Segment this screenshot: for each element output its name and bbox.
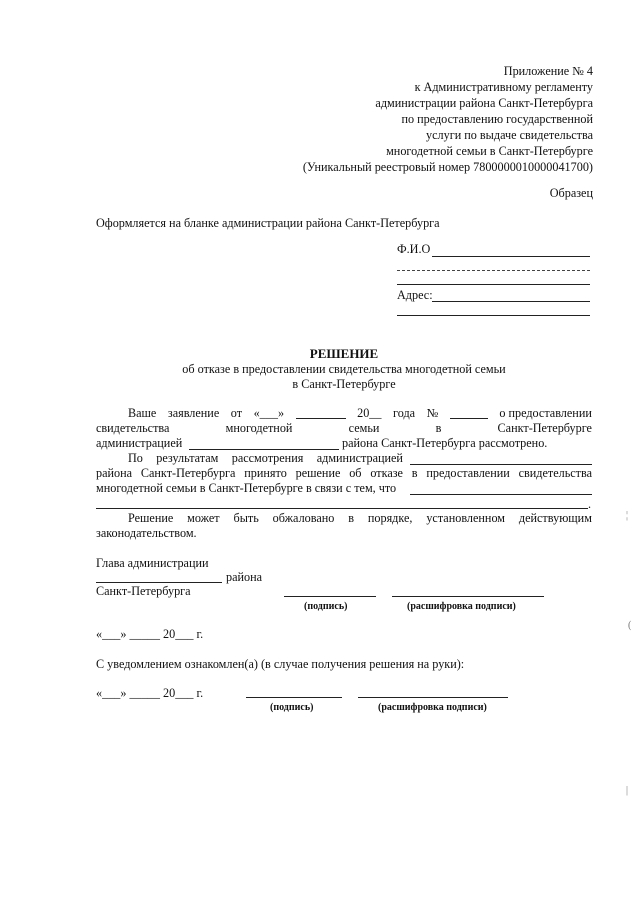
appendix-line-5: услуги по выдаче свидетельства xyxy=(426,128,593,142)
decision-subtitle-2: в Санкт-Петербурге xyxy=(292,377,396,391)
body-line-2 xyxy=(96,421,592,436)
acknowledgement-date: «___» _____ 20___ г. xyxy=(96,686,204,700)
signature-decode-field[interactable] xyxy=(392,596,544,597)
signature-caption: (подпись) xyxy=(304,601,348,612)
administration-blank-2[interactable] xyxy=(410,464,592,465)
recipient-blank-line[interactable] xyxy=(397,284,590,285)
body-word: в xyxy=(435,421,442,435)
address-label: Адрес: xyxy=(397,288,433,302)
head-label: Глава администрации xyxy=(96,556,209,570)
body-line-1 xyxy=(128,406,592,421)
number-blank[interactable] xyxy=(450,406,488,419)
body-word: заявление xyxy=(167,406,220,420)
letterhead-note: Оформляется на бланке администрации района Санкт-Петербурга xyxy=(96,216,440,230)
body-word: может xyxy=(187,511,220,525)
body-word: результатам xyxy=(156,451,219,465)
fio-label: Ф.И.О xyxy=(397,242,431,256)
body-word: Ваше xyxy=(128,406,157,420)
appendix-line-3: администрации района Санкт-Петербурга xyxy=(375,96,593,110)
scan-mark: ¦ xyxy=(626,510,629,521)
ack-decode-field[interactable] xyxy=(358,697,508,698)
body-word: По xyxy=(128,451,143,465)
body-line-4 xyxy=(128,451,403,466)
body-word: 20__ xyxy=(357,406,382,420)
body-word: установленном xyxy=(426,511,506,525)
body-word: в xyxy=(348,511,354,525)
body-line-3-b: района Санкт-Петербурга рассмотрено. xyxy=(342,436,548,450)
body-word: рассмотрения xyxy=(231,451,304,465)
signature-field[interactable] xyxy=(284,596,376,597)
address-extra-line[interactable] xyxy=(397,315,590,316)
address-field[interactable] xyxy=(432,301,590,302)
body-word: Санкт-Петербурге xyxy=(497,421,592,435)
body-word: № xyxy=(426,406,439,420)
city-label: Санкт-Петербурга xyxy=(96,584,191,598)
appendix-line-7: (Уникальный реестровый номер 7800000010000041700) xyxy=(302,160,593,174)
ack-signature-field[interactable] xyxy=(246,697,342,698)
body-word: года xyxy=(393,406,416,420)
appendix-line-1: Приложение № 4 xyxy=(503,64,593,78)
reason-blank-2[interactable] xyxy=(96,508,588,509)
body-word: «___» xyxy=(253,406,285,420)
body-word: быть xyxy=(233,511,259,525)
signature-date: «___» _____ 20___ г. xyxy=(96,627,204,641)
district-label: района xyxy=(226,570,263,584)
fio-extra-line xyxy=(397,270,590,271)
body-line-8: законодательством. xyxy=(96,526,197,540)
decision-title: РЕШЕНИЕ xyxy=(309,346,379,361)
date-blank[interactable] xyxy=(296,406,346,419)
body-word: обжаловано xyxy=(272,511,335,525)
appendix-line-4: по предоставлению государственной xyxy=(401,112,593,126)
ack-signature-caption: (подпись) xyxy=(270,702,314,713)
body-word: многодетной xyxy=(225,421,293,435)
body-line-5: района Санкт-Петербурга принято решение об отказе в предоставлении свидетельства xyxy=(96,466,592,480)
body-word: о предоставлении xyxy=(499,406,592,420)
body-word: действующим xyxy=(518,511,592,525)
signature-decode-caption: (расшифровка подписи) xyxy=(407,601,516,612)
sample-label: Образец xyxy=(549,186,593,200)
body-word: свидетельства xyxy=(96,421,170,435)
acknowledgement-text: С уведомлением ознакомлен(а) (в случае получения решения на руки): xyxy=(96,657,465,671)
body-word: порядке, xyxy=(367,511,413,525)
reason-blank[interactable] xyxy=(410,494,592,495)
body-word: семьи xyxy=(348,421,380,435)
administration-blank[interactable] xyxy=(189,449,339,450)
district-blank[interactable] xyxy=(96,582,222,583)
scan-mark: ( xyxy=(628,620,632,631)
body-line-7 xyxy=(128,511,592,526)
scan-mark: | xyxy=(626,785,629,796)
decision-subtitle-1: об отказе в предоставлении свидетельства многодетной семьи xyxy=(182,362,506,376)
appendix-line-6: многодетной семьи в Санкт-Петербурге xyxy=(386,144,593,158)
reason-end-period: . xyxy=(588,497,592,511)
body-line-6: многодетной семьи в Санкт-Петербурге в связи с тем, что xyxy=(96,481,397,495)
body-word: администрацией xyxy=(316,451,403,465)
body-word: от xyxy=(230,406,243,420)
ack-decode-caption: (расшифровка подписи) xyxy=(378,702,487,713)
fio-field[interactable] xyxy=(432,256,590,257)
body-word: Решение xyxy=(128,511,174,525)
appendix-line-2: к Административному регламенту xyxy=(414,80,593,94)
body-line-3-a: администрацией xyxy=(96,436,183,450)
